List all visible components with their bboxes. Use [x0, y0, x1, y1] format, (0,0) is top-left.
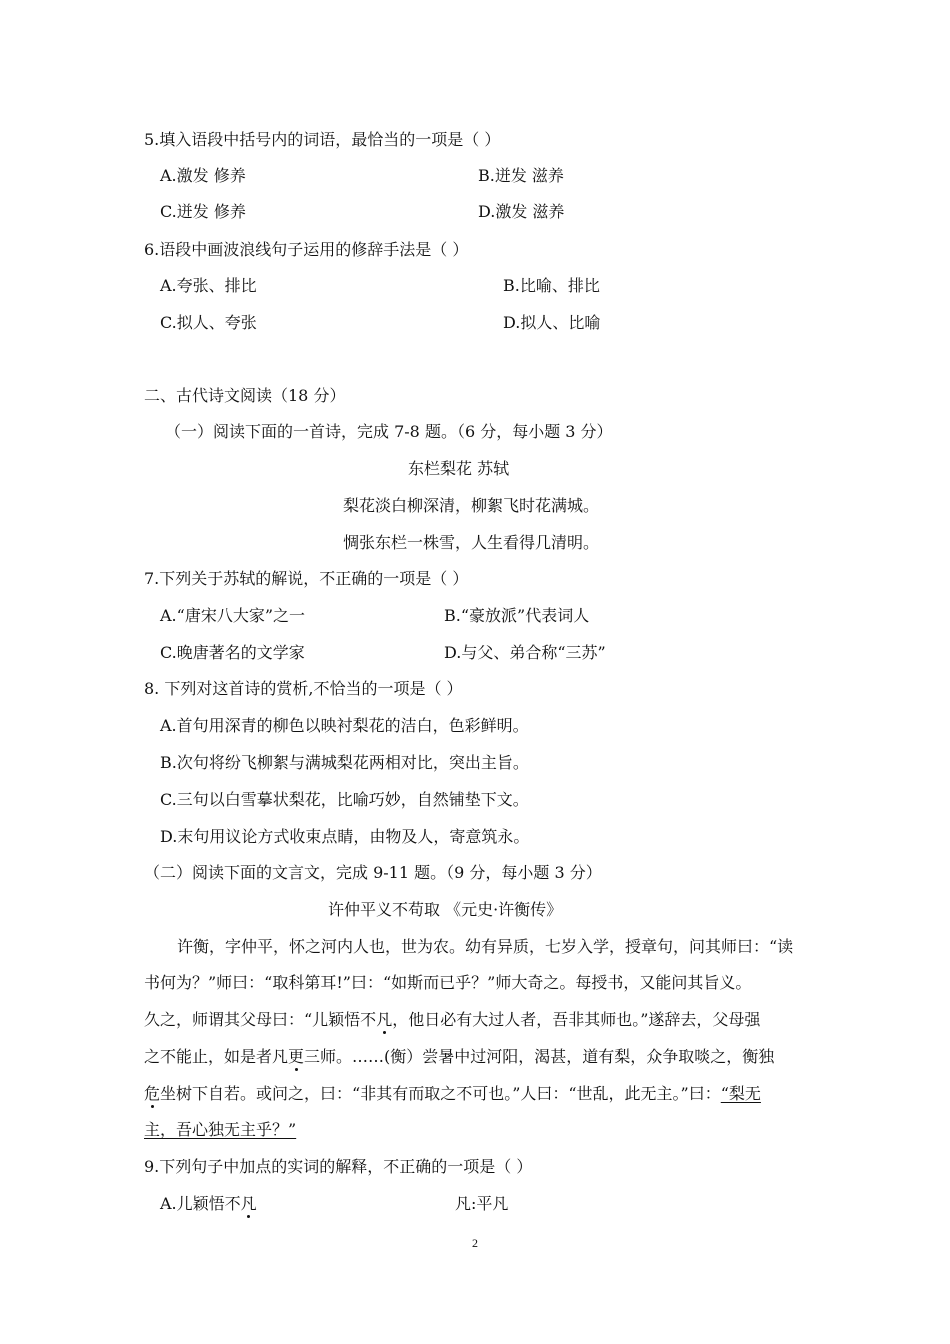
dotted-char: 凡	[376, 1010, 393, 1029]
q5-option-c: C.迸发 修养	[160, 202, 246, 221]
q8-option-b: B.次句将纷飞柳絮与满城梨花两相对比，突出主旨。	[160, 753, 529, 772]
q9-option-a-gloss: 凡:平凡	[455, 1194, 509, 1213]
q7-option-b: B.“豪放派”代表词人	[444, 606, 590, 625]
q7-option-c: C.晚唐著名的文学家	[160, 643, 305, 662]
underlined-sentence-end: 主，吾心独无主乎？”	[144, 1120, 297, 1139]
section-heading: 二、古代诗文阅读（18 分）	[144, 386, 346, 405]
prose-line-4-b: 三师。……(衡）尝暑中过河阳，渴甚，道有梨，众争取啖之，衡独	[304, 1047, 775, 1066]
q6-stem: 6.语段中画波浪线句子运用的修辞手法是（ ）	[144, 240, 469, 259]
q8-option-a: A.首句用深青的柳色以映衬梨花的洁白，色彩鲜明。	[160, 716, 529, 735]
dotted-char: 凡	[240, 1194, 257, 1213]
prose-title: 许仲平义不苟取 《元史·许衡传》	[328, 900, 563, 919]
q8-option-c: C.三句以白雪摹状梨花，比喻巧妙，自然铺垫下文。	[160, 790, 529, 809]
q8-option-d: D.末句用议论方式收束点睛，由物及人，寄意筑永。	[160, 827, 530, 846]
prose-line-3-a: 久之，师谓其父母曰：“儿颖悟不	[144, 1010, 377, 1029]
q5-stem: 5.填入语段中括号内的词语，最恰当的一项是（ ）	[144, 130, 501, 149]
q5-option-d: D.激发 滋养	[478, 202, 565, 221]
q6-option-b: B.比喻、排比	[503, 276, 600, 295]
poem-line-2: 惆张东栏一株雪，人生看得几清明。	[343, 533, 600, 552]
q6-option-a: A.夸张、排比	[160, 276, 257, 295]
q6-option-d: D.拟人、比喻	[503, 313, 601, 332]
poem-title: 东栏梨花 苏轼	[408, 459, 510, 478]
prose-line-3-b: ，他日必有大过人者，吾非其师也。”遂辞去，父母强	[392, 1010, 761, 1029]
prose-line-1: 许衡，字仲平，怀之河内人也，世为农。幼有异质，七岁入学，授章句，问其师曰：“读	[177, 937, 794, 956]
dotted-char: 更	[288, 1047, 305, 1066]
q7-option-d: D.与父、弟合称“三苏”	[444, 643, 606, 662]
prose-line-2: 书何为？”师曰：“取科第耳!”曰：“如斯而已乎？”师大奇之。每授书，又能问其旨义。	[144, 973, 752, 992]
q8-stem: 8. 下列对这首诗的赏析,不恰当的一项是（ ）	[144, 679, 463, 698]
part1-heading: （一）阅读下面的一首诗，完成 7-8 题。（6 分，每小题 3 分）	[165, 422, 613, 441]
q5-option-a: A.激发 修养	[160, 166, 246, 185]
part2-heading: （二）阅读下面的文言文，完成 9-11 题。（9 分，每小题 3 分）	[144, 863, 602, 882]
prose-line-5-a: 坐树下自若。或问之，曰：“非其有而取之不可也。”人曰：“世乱，此无主。”曰：	[160, 1084, 721, 1103]
prose-line-4-a: 之不能止，如是者凡	[144, 1047, 289, 1066]
q9-option-a-text: A.儿颖悟不	[160, 1194, 241, 1213]
q7-option-a: A.“唐宋八大家”之一	[160, 606, 306, 625]
prose-line-3	[144, 1010, 760, 1030]
underlined-sentence: “梨无	[720, 1084, 761, 1103]
q9-option-a	[160, 1194, 257, 1214]
dotted-char: 危	[144, 1084, 161, 1103]
q7-stem: 7.下列关于苏轼的解说，不正确的一项是（ ）	[144, 569, 469, 588]
prose-line-4	[144, 1047, 774, 1067]
q6-option-c: C.拟人、夸张	[160, 313, 257, 332]
prose-line-5	[144, 1084, 761, 1104]
prose-line-6	[144, 1120, 296, 1140]
page-number: 2	[472, 1236, 478, 1250]
poem-line-1: 梨花淡白柳深清，柳絮飞时花满城。	[343, 496, 600, 515]
q9-stem: 9.下列句子中加点的实词的解释，不正确的一项是（ ）	[144, 1157, 533, 1176]
q5-option-b: B.迸发 滋养	[478, 166, 564, 185]
